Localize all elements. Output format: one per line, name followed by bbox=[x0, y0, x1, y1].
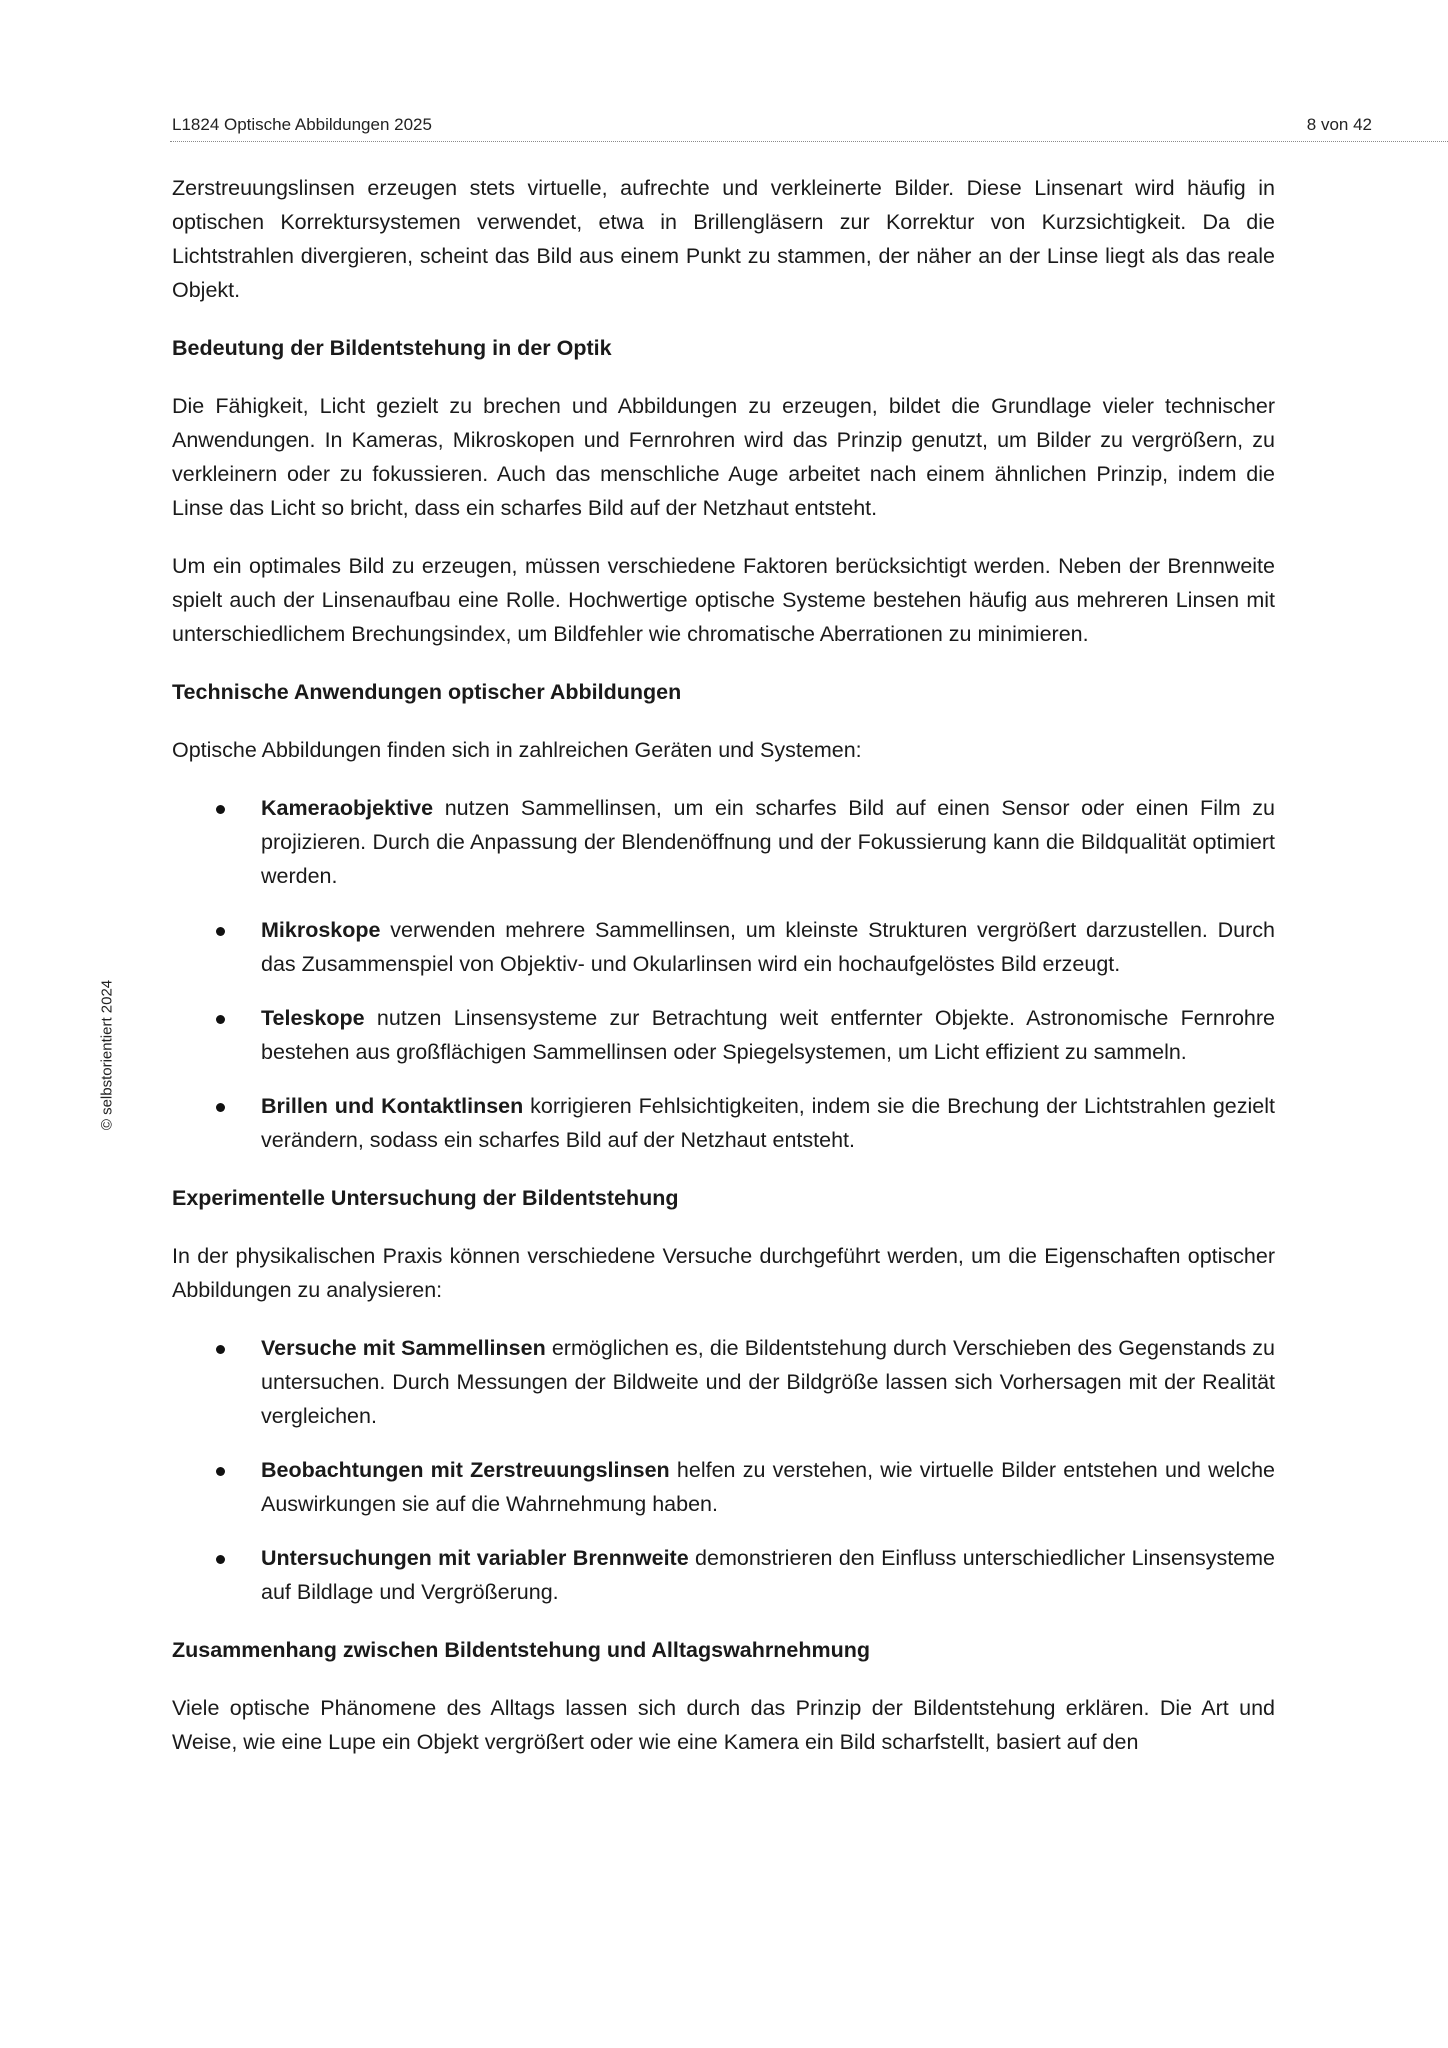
header-divider bbox=[170, 141, 1448, 142]
list-item bbox=[172, 1331, 1275, 1433]
list-item-text: demonstrieren den Einfluss unterschiedlicher Linsensysteme auf Bildlage und Vergrößerung. bbox=[261, 1546, 1276, 1604]
heading-technische-anwendungen: Technische Anwendungen optischer Abbildungen bbox=[172, 680, 682, 704]
heading-zusammenhang: Zusammenhang zwischen Bildentstehung und Alltagswahrnehmung bbox=[172, 1638, 871, 1662]
list-item-term: Brillen und Kontaktlinsen bbox=[261, 1094, 524, 1118]
list-item-term: Teleskope bbox=[261, 1006, 365, 1030]
list-item bbox=[172, 1001, 1275, 1069]
list-item bbox=[172, 913, 1275, 981]
list-item-term: Versuche mit Sammellinsen bbox=[261, 1336, 546, 1360]
technische-intro: Optische Abbildungen finden sich in zahlreichen Geräten und Systemen: bbox=[172, 738, 862, 762]
zusammenhang-paragraph: Viele optische Phänomene des Alltags lassen sich durch das Prinzip der Bildentstehung erklären. Die Art und Weise, wie eine Lupe ein Objekt vergrößert oder wie eine Kamera ein Bild scharfstellt, basiert auf den bbox=[172, 1696, 1275, 1754]
bullet-icon bbox=[216, 1467, 225, 1476]
copyright-note: © selbstorientiert 2024 bbox=[98, 979, 116, 1131]
page-indicator: 8 von 42 bbox=[1306, 115, 1372, 134]
technische-list bbox=[172, 791, 1275, 1157]
list-item-term: Mikroskope bbox=[261, 918, 381, 942]
list-item-text: nutzen Sammellinsen, um ein scharfes Bild auf einen Sensor oder einen Film zu projizieren. Durch die Anpassung der Blendenöffnung und der Fokussierung kann die Bildqualität optimiert werden. bbox=[261, 796, 1275, 888]
document-body bbox=[172, 171, 1275, 1759]
heading-experimentelle-untersuchung: Experimentelle Untersuchung der Bildentstehung bbox=[172, 1186, 679, 1210]
list-item-term: Untersuchungen mit variabler Brennweite bbox=[261, 1546, 689, 1570]
list-item-text: ermöglichen es, die Bildentstehung durch Verschieben des Gegenstands zu untersuchen. Durch Messungen der Bildweite und der Bildgröße lassen sich Vorhersagen mit der Realität vergleichen. bbox=[261, 1336, 1275, 1428]
bedeutung-paragraph-1: Die Fähigkeit, Licht gezielt zu brechen und Abbildungen zu erzeugen, bildet die Grundlage vieler technischer Anwendungen. In Kameras, Mikroskopen und Fernrohren wird das Prinzip genutzt, um Bilder zu vergrößern, zu verkleinern oder zu fokussieren. Auch das menschliche Auge arbeitet nach einem ähnlichen Prinzip, indem die Linse das Licht so bricht, dass ein scharfes Bild auf der Netzhaut entsteht. bbox=[172, 394, 1275, 520]
bullet-icon bbox=[216, 1555, 225, 1564]
bullet-icon bbox=[216, 1103, 225, 1112]
list-item-text: nutzen Linsensysteme zur Betrachtung weit entfernter Objekte. Astronomische Fernrohre bestehen aus großflächigen Sammellinsen oder Spiegelsystemen, um Licht effizient zu sammeln. bbox=[261, 1006, 1275, 1064]
bullet-icon bbox=[216, 1345, 225, 1354]
page-header bbox=[172, 112, 1372, 138]
intro-paragraph: Zerstreuungslinsen erzeugen stets virtuelle, aufrechte und verkleinerte Bilder. Diese Linsenart wird häufig in optischen Korrektursystemen verwendet, etwa in Brillengläsern zur Korrektur von Kurzsichtigkeit. Da die Lichtstrahlen divergieren, scheint das Bild aus einem Punkt zu stammen, der näher an der Linse liegt als das reale Objekt. bbox=[172, 176, 1275, 302]
bullet-icon bbox=[216, 805, 225, 814]
bullet-icon bbox=[216, 927, 225, 936]
list-item-text: helfen zu verstehen, wie virtuelle Bilder entstehen und welche Auswirkungen sie auf die Wahrnehmung haben. bbox=[261, 1458, 1275, 1516]
list-item bbox=[172, 1453, 1275, 1521]
list-item bbox=[172, 1089, 1275, 1157]
experimentelle-intro: In der physikalischen Praxis können verschiedene Versuche durchgeführt werden, um die Eigenschaften optischer Abbildungen zu analysieren: bbox=[172, 1244, 1275, 1302]
bedeutung-paragraph-2: Um ein optimales Bild zu erzeugen, müssen verschiedene Faktoren berücksichtigt werden. Neben der Brennweite spielt auch der Linsenaufbau eine Rolle. Hochwertige optische Systeme bestehen häufig aus mehreren Linsen mit unterschiedlichem Brechungsindex, um Bildfehler wie chromatische Aberrationen zu minimieren. bbox=[172, 554, 1275, 646]
list-item-term: Kameraobjektive bbox=[261, 796, 434, 820]
document-title: L1824 Optische Abbildungen 2025 bbox=[172, 115, 432, 134]
list-item bbox=[172, 1541, 1275, 1609]
list-item-text: korrigieren Fehlsichtigkeiten, indem sie die Brechung der Lichtstrahlen gezielt verändern, sodass ein scharfes Bild auf der Netzhaut entsteht. bbox=[261, 1094, 1276, 1152]
list-item-text: verwenden mehrere Sammellinsen, um kleinste Strukturen vergrößert darzustellen. Durch das Zusammenspiel von Objektiv- und Okularlinsen wird ein hochaufgelöstes Bild erzeugt. bbox=[261, 918, 1275, 976]
heading-bedeutung: Bedeutung der Bildentstehung in der Optik bbox=[172, 336, 612, 360]
bullet-icon bbox=[216, 1015, 225, 1024]
experimentelle-list bbox=[172, 1331, 1275, 1609]
list-item bbox=[172, 791, 1275, 893]
list-item-term: Beobachtungen mit Zerstreuungslinsen bbox=[261, 1458, 670, 1482]
